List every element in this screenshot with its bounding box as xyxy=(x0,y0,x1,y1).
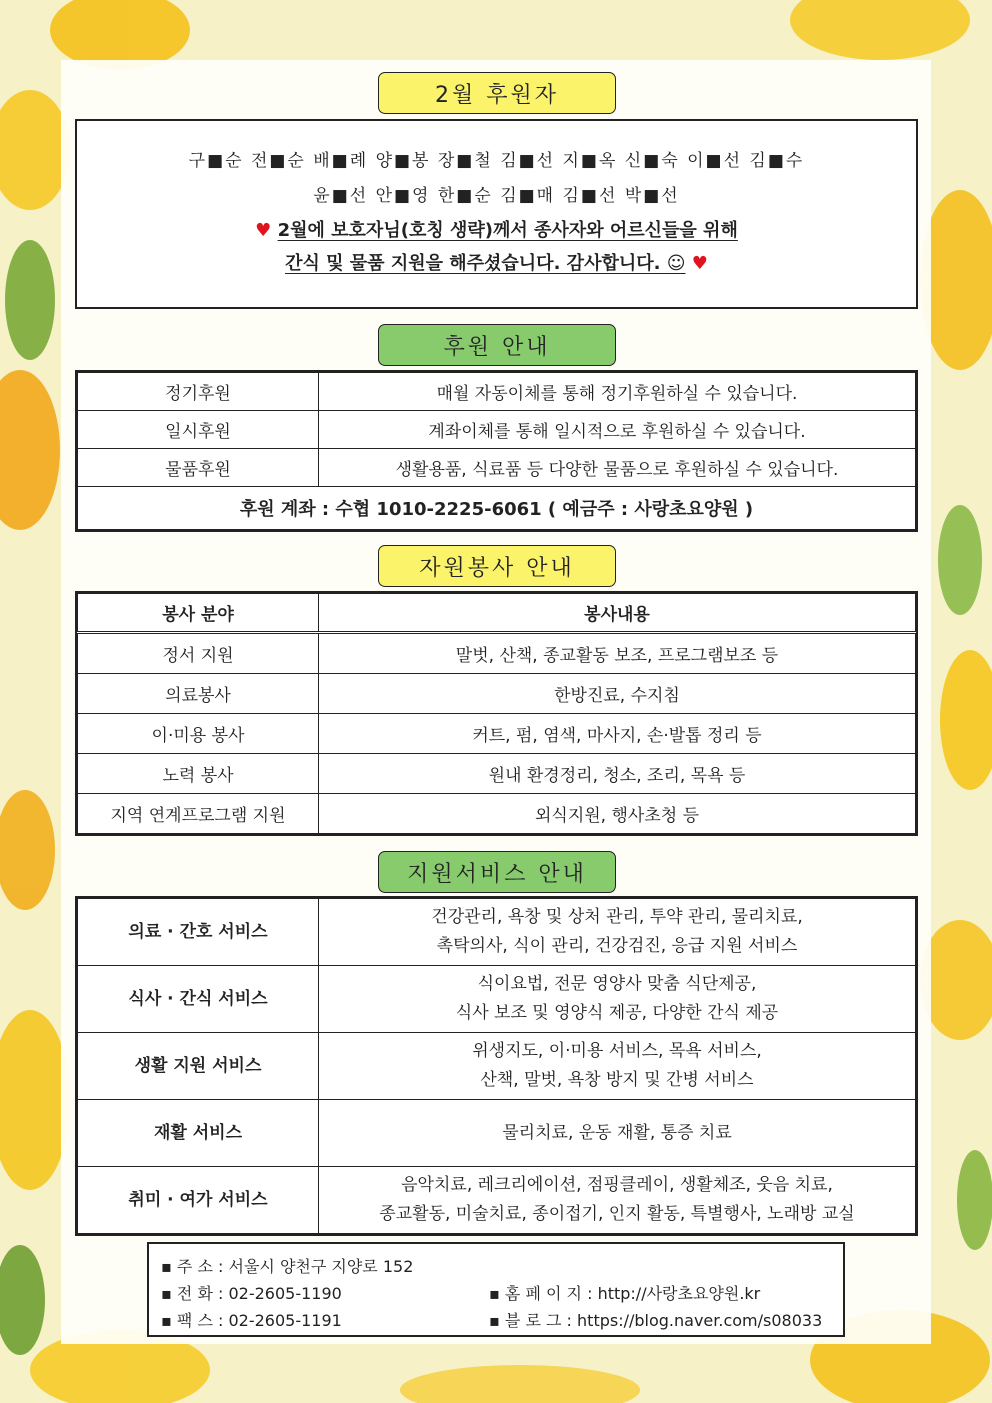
volunteer-field: 정서 지원 xyxy=(78,633,319,674)
volunteer-field: 지역 연계프로그램 지원 xyxy=(78,794,319,834)
service-name: 의료 · 간호 서비스 xyxy=(78,899,319,966)
service-desc-line: 위생지도, 이·미용 서비스, 목욕 서비스, xyxy=(472,1041,762,1061)
table-row xyxy=(78,794,916,834)
service-desc xyxy=(319,1167,916,1234)
table-row xyxy=(78,674,916,714)
service-desc xyxy=(319,966,916,1033)
homepage-link[interactable]: ▪ 홈 페 이 지 : http://사랑초요양원.kr xyxy=(489,1284,761,1303)
service-desc-line: 산책, 말벗, 욕창 방지 및 간병 서비스 xyxy=(480,1070,754,1090)
table-row xyxy=(78,1033,916,1100)
column-header: 봉사내용 xyxy=(319,594,916,633)
support-type: 일시후원 xyxy=(78,411,319,449)
service-desc-line: 건강관리, 욕창 및 상처 관리, 투약 관리, 물리치료, xyxy=(431,907,803,927)
volunteer-content: 원내 환경정리, 청소, 조리, 목욕 등 xyxy=(319,754,916,794)
column-header: 봉사 분야 xyxy=(78,594,319,633)
table-row xyxy=(78,487,916,530)
thanks-message-line-2 xyxy=(77,247,916,280)
thanks-text-1: 2월에 보호자님(호칭 생략)께서 종사자와 어르신들을 위해 xyxy=(277,220,738,241)
services-title: 지원서비스 안내 xyxy=(378,851,616,893)
heart-icon: ♥ xyxy=(691,253,708,274)
heart-icon: ♥ xyxy=(255,220,272,241)
table-header-row xyxy=(78,594,916,633)
service-desc xyxy=(319,899,916,966)
service-desc-line: 식사 보조 및 영양식 제공, 다양한 간식 제공 xyxy=(455,1003,779,1023)
blog-link[interactable]: ▪ 블 로 그 : https://blog.naver.com/s08033 xyxy=(489,1311,823,1330)
support-account: 후원 계좌 : 수협 1010-2225-6061 ( 예금주 : 사랑초요양원 ) xyxy=(78,487,916,530)
volunteer-content: 한방진료, 수지침 xyxy=(319,674,916,714)
service-name: 식사 · 간식 서비스 xyxy=(78,966,319,1033)
donor-names-line-1: 구■순 전■순 배■례 양■봉 장■철 김■선 지■옥 신■숙 이■선 김■수 xyxy=(188,151,805,171)
service-name: 재활 서비스 xyxy=(78,1100,319,1167)
service-desc-line: 음악치료, 레크리에이션, 점핑클레이, 생활체조, 웃음 치료, xyxy=(401,1175,833,1195)
table-row xyxy=(78,411,916,449)
fax: ▪ 팩 스 : 02-2605-1191 xyxy=(161,1311,342,1330)
donors-title: 2월 후원자 xyxy=(378,72,616,114)
table-row xyxy=(78,633,916,674)
service-desc-line: 물리치료, 운동 재활, 통증 치료 xyxy=(502,1122,732,1143)
table-row xyxy=(78,966,916,1033)
volunteer-content: 말벗, 산책, 종교활동 보조, 프로그램보조 등 xyxy=(319,633,916,674)
volunteer-field: 의료봉사 xyxy=(78,674,319,714)
service-desc xyxy=(319,1100,916,1167)
thanks-message-line-1 xyxy=(77,214,916,247)
table-row xyxy=(78,373,916,411)
services-table xyxy=(75,896,918,1236)
service-name: 취미 · 여가 서비스 xyxy=(78,1167,319,1234)
table-row xyxy=(78,714,916,754)
support-type: 정기후원 xyxy=(78,373,319,411)
service-desc xyxy=(319,1033,916,1100)
volunteer-title: 자원봉사 안내 xyxy=(378,545,616,587)
contact-footer xyxy=(147,1242,845,1337)
support-title: 후원 안내 xyxy=(378,324,616,366)
donor-names-line-2: 윤■선 안■영 한■순 김■매 김■선 박■선 xyxy=(313,186,680,206)
service-name: 생활 지원 서비스 xyxy=(78,1033,319,1100)
support-desc: 계좌이체를 통해 일시적으로 후원하실 수 있습니다. xyxy=(319,411,916,449)
table-row xyxy=(78,449,916,487)
volunteer-content: 커트, 펌, 염색, 마사지, 손·발톱 정리 등 xyxy=(319,714,916,754)
support-table xyxy=(75,370,918,532)
service-desc-line: 촉탁의사, 식이 관리, 건강검진, 응급 지원 서비스 xyxy=(436,936,798,956)
table-row xyxy=(78,1167,916,1234)
volunteer-table xyxy=(75,591,918,836)
service-desc-line: 종교활동, 미술치료, 종이접기, 인지 활동, 특별행사, 노래방 교실 xyxy=(379,1204,855,1224)
volunteer-field: 이·미용 봉사 xyxy=(78,714,319,754)
support-type: 물품후원 xyxy=(78,449,319,487)
donors-box xyxy=(75,119,918,309)
support-desc: 매월 자동이체를 통해 정기후원하실 수 있습니다. xyxy=(319,373,916,411)
volunteer-field: 노력 봉사 xyxy=(78,754,319,794)
table-row xyxy=(78,899,916,966)
thanks-text-2: 간식 및 물품 지원을 해주셨습니다. 감사합니다. ☺ xyxy=(285,253,686,274)
phone: ▪ 전 화 : 02-2605-1190 xyxy=(161,1284,342,1303)
volunteer-content: 외식지원, 행사초청 등 xyxy=(319,794,916,834)
table-row xyxy=(78,1100,916,1167)
support-desc: 생활용품, 식료품 등 다양한 물품으로 후원하실 수 있습니다. xyxy=(319,449,916,487)
table-row xyxy=(78,754,916,794)
address: ▪ 주 소 : 서울시 양천구 지양로 152 xyxy=(161,1257,414,1276)
service-desc-line: 식이요법, 전문 영양사 맞춤 식단제공, xyxy=(477,974,757,994)
